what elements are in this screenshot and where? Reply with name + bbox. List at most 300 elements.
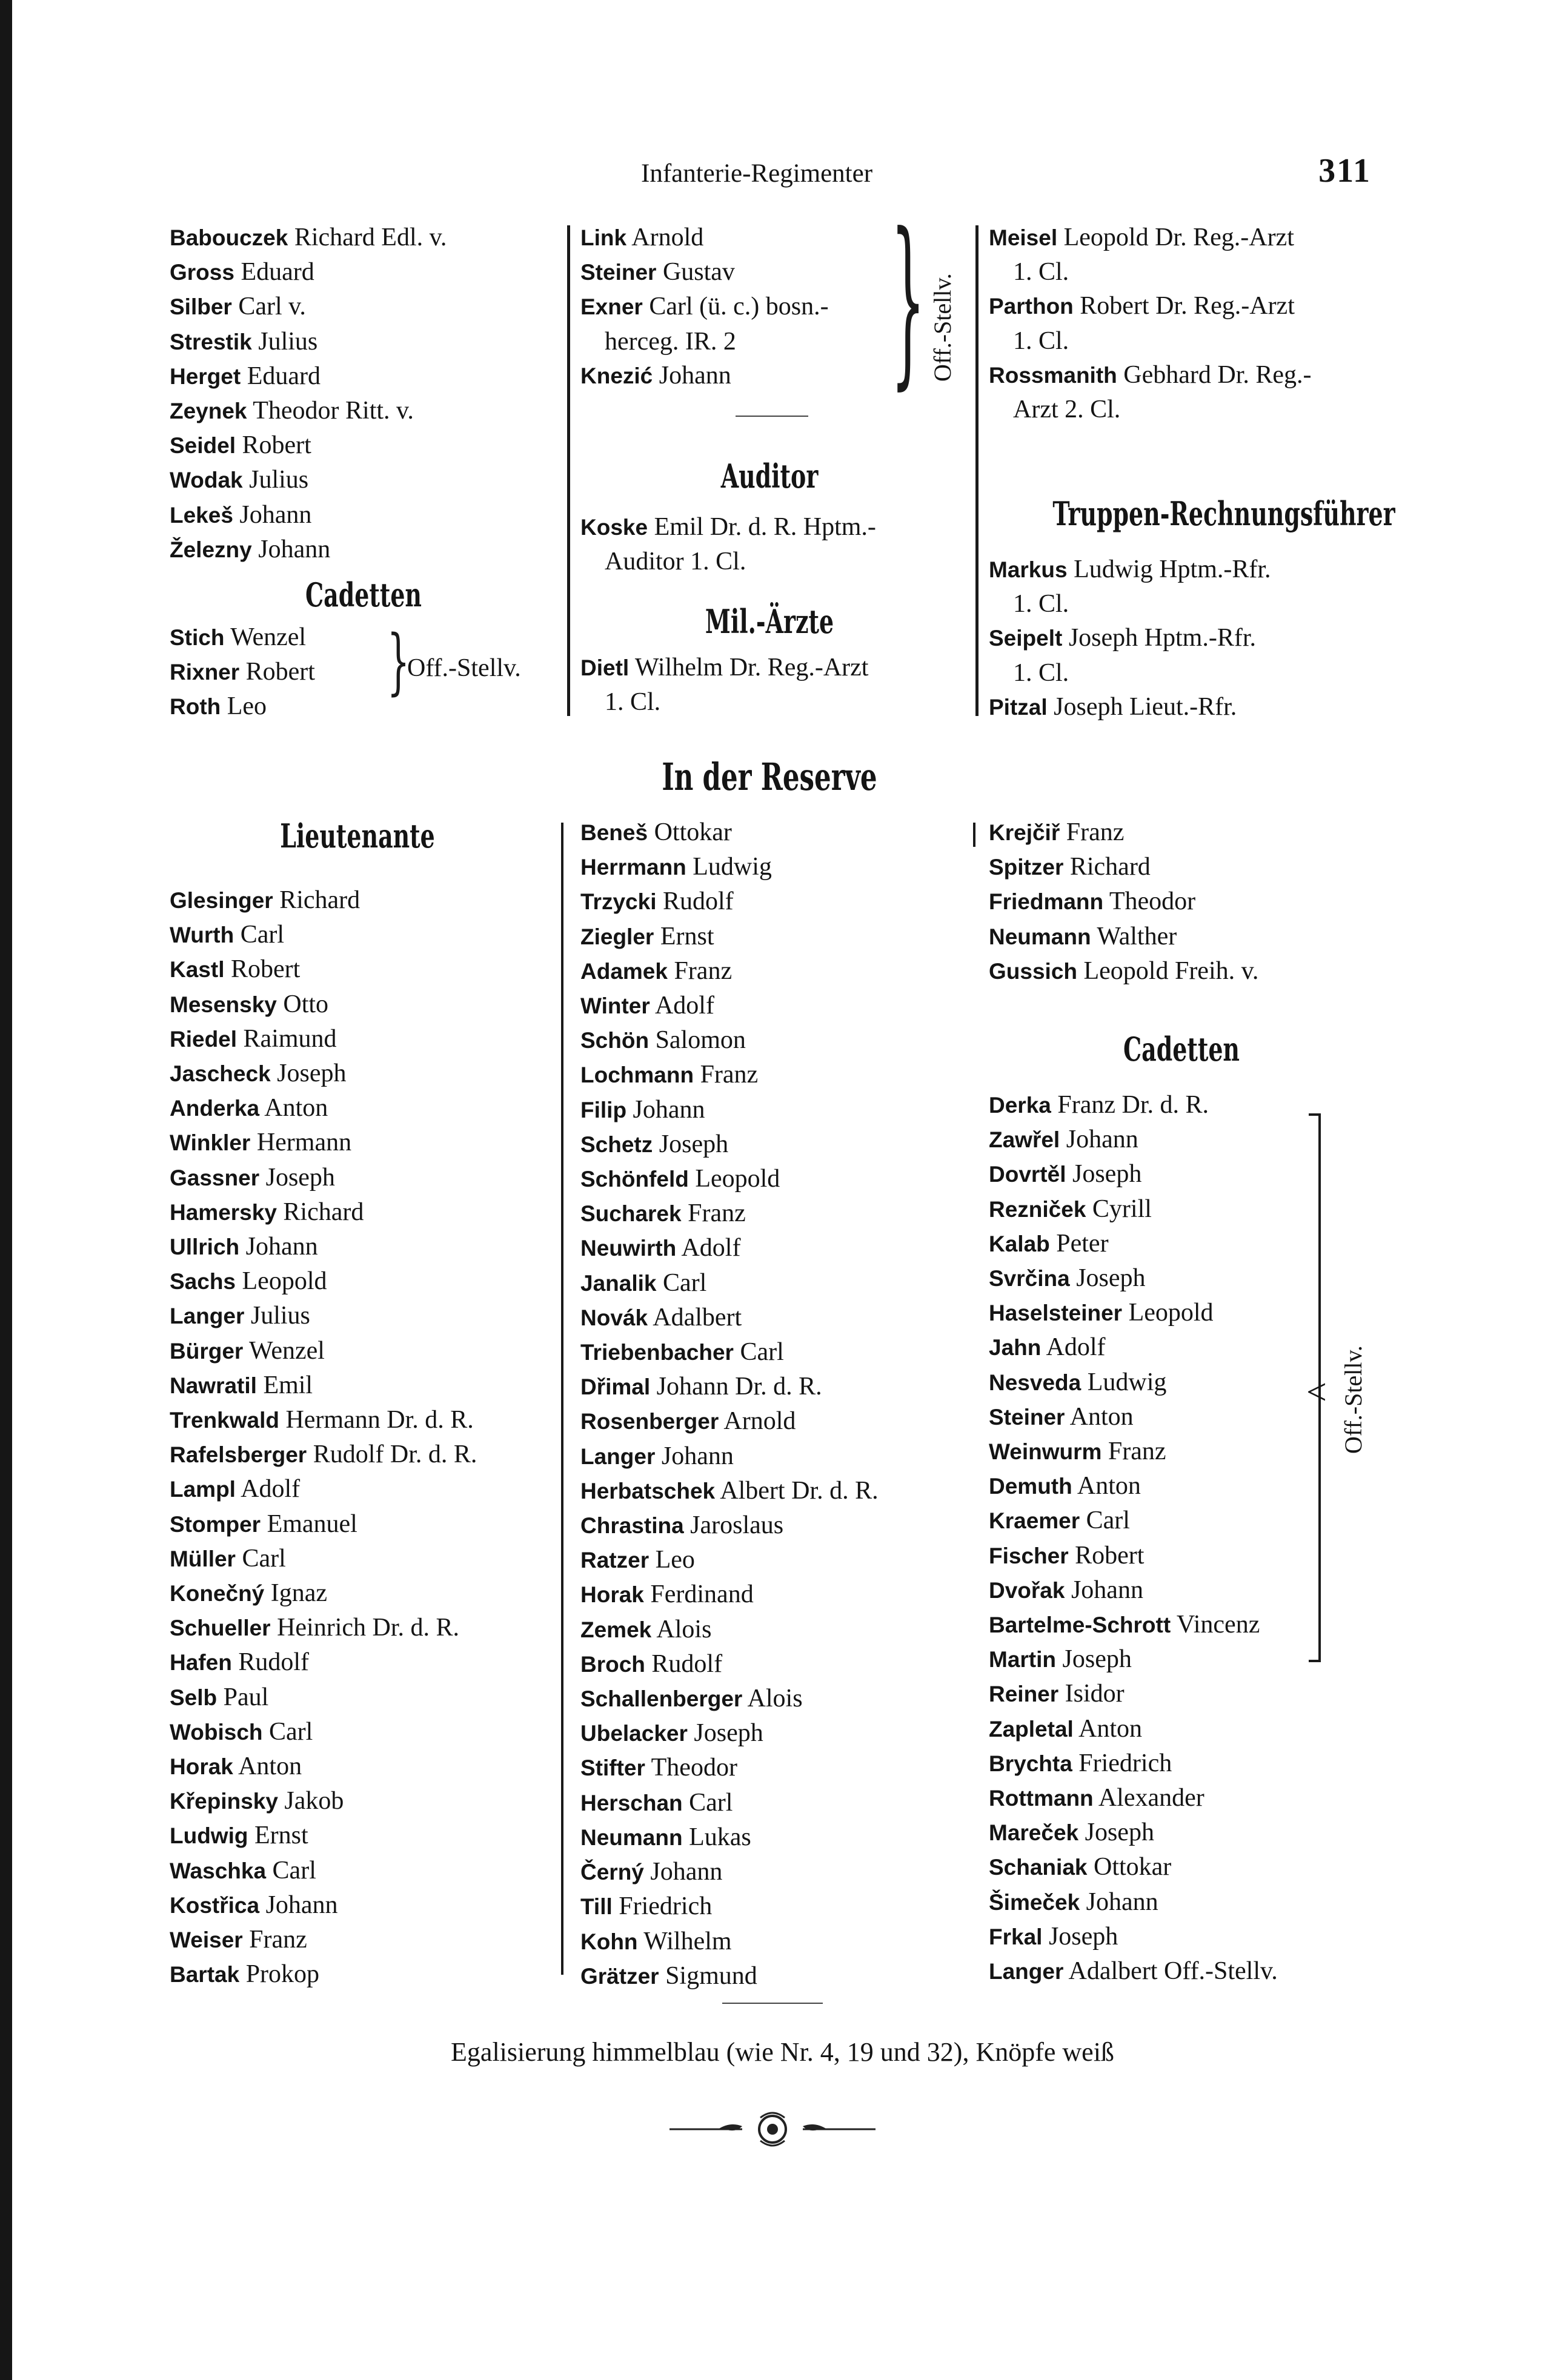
entry-zelezny bbox=[170, 532, 447, 567]
surname: Ratzer bbox=[580, 1548, 650, 1573]
surname: Koske bbox=[580, 515, 648, 540]
surname: Broch bbox=[580, 1651, 645, 1677]
continuation-text: 1. Cl. bbox=[1013, 658, 1069, 687]
cadetten-list-2 bbox=[989, 1088, 1278, 1989]
continuation-text: 1. Cl. bbox=[1013, 590, 1069, 618]
entry-anderka bbox=[170, 1091, 477, 1125]
entry-simecek bbox=[989, 1885, 1278, 1920]
given-name: Alois bbox=[651, 1615, 712, 1643]
surname: Fischer bbox=[989, 1543, 1069, 1568]
entry-langer bbox=[989, 1954, 1278, 1989]
entry-stomper bbox=[170, 1507, 477, 1542]
surname: Mareček bbox=[989, 1820, 1079, 1846]
off-stellv-vertical-note-bottom: Off.-Stellv. bbox=[1340, 1345, 1367, 1454]
given-name: Franz Dr. d. R. bbox=[1051, 1091, 1209, 1119]
surname: Ziegler bbox=[580, 924, 654, 949]
given-name: Carl bbox=[733, 1338, 784, 1367]
given-name: Joseph bbox=[1078, 1818, 1154, 1847]
given-name: Adalbert bbox=[648, 1303, 742, 1331]
entry-frkal bbox=[989, 1920, 1278, 1954]
entry-langer bbox=[170, 1299, 477, 1333]
given-name: Eduard bbox=[241, 362, 321, 390]
surname: Friedmann bbox=[989, 889, 1104, 915]
given-name: Joseph bbox=[653, 1130, 729, 1158]
given-name: Walther bbox=[1091, 922, 1177, 950]
given-name: Robert bbox=[239, 658, 315, 686]
given-name: Leopold Dr. Reg.-Arzt bbox=[1057, 224, 1294, 251]
given-name: Johann bbox=[626, 1095, 705, 1124]
mil-aerzte-list bbox=[580, 651, 868, 719]
given-name: Carl bbox=[1080, 1507, 1130, 1535]
surname: Markus bbox=[989, 557, 1068, 582]
cadetten-heading-2: Cadetten bbox=[1123, 1030, 1240, 1069]
given-name: Franz bbox=[694, 1061, 759, 1089]
given-name: Johann bbox=[239, 1233, 318, 1261]
entry-adamek bbox=[580, 954, 879, 989]
column-rule-left-top bbox=[567, 225, 570, 716]
surname: Bartelme-Schrott bbox=[989, 1613, 1171, 1638]
entry-benes bbox=[580, 815, 879, 850]
entry-herschan bbox=[580, 1786, 879, 1820]
surname: Weiser bbox=[170, 1928, 243, 1953]
entry-rafelsberger bbox=[170, 1437, 477, 1472]
entry-continuation bbox=[989, 656, 1271, 690]
entry-ubelacker bbox=[580, 1716, 879, 1751]
lieutenante-heading: Lieutenante bbox=[280, 817, 435, 855]
surname: Trenkwald bbox=[170, 1408, 279, 1433]
surname: Zemek bbox=[580, 1617, 652, 1642]
surname: Rottmann bbox=[989, 1786, 1094, 1811]
entry-sucharek bbox=[580, 1196, 879, 1231]
given-name: Joseph bbox=[1056, 1645, 1132, 1674]
given-name: Carl (ü. c.) bosn.- bbox=[642, 293, 829, 321]
entry-ratzer bbox=[580, 1543, 879, 1577]
surname: Frkal bbox=[989, 1924, 1043, 1949]
entry-friedmann bbox=[989, 884, 1258, 919]
entry-pitzal bbox=[989, 690, 1271, 724]
entry-reiner bbox=[989, 1677, 1278, 1711]
given-name: Franz bbox=[242, 1926, 307, 1954]
entry-glesinger bbox=[170, 883, 477, 918]
given-name: Robert bbox=[224, 955, 301, 984]
lieutenante-column-1 bbox=[170, 883, 477, 1992]
surname: Winkler bbox=[170, 1130, 251, 1156]
given-name: Arnold bbox=[626, 224, 704, 251]
given-name: Franz bbox=[1101, 1437, 1166, 1466]
given-name: Paul bbox=[217, 1683, 269, 1711]
lieutenante-column-2 bbox=[580, 815, 879, 1994]
continuation-text: 1. Cl. bbox=[605, 688, 661, 717]
given-name: Anton bbox=[1072, 1472, 1141, 1500]
entry-krepinsky bbox=[170, 1784, 477, 1818]
entry-jahn bbox=[989, 1330, 1278, 1365]
surname: Rosenberger bbox=[580, 1409, 719, 1434]
surname: Selb bbox=[170, 1685, 218, 1710]
given-name: Sigmund bbox=[659, 1961, 757, 1990]
surname: Roth bbox=[170, 694, 221, 720]
given-name: Emil bbox=[256, 1371, 313, 1399]
given-name: Robert bbox=[1068, 1541, 1145, 1570]
given-name: Heinrich Dr. d. R. bbox=[270, 1614, 460, 1642]
given-name: Adolf bbox=[650, 992, 714, 1020]
cadetten-bracket-point: < bbox=[1306, 1372, 1327, 1412]
given-name: Johann bbox=[1060, 1125, 1138, 1154]
entry-wurth bbox=[170, 918, 477, 952]
entry-schaniak bbox=[989, 1850, 1278, 1884]
cadetten-list-1 bbox=[170, 620, 315, 724]
given-name: Ludwig bbox=[1081, 1368, 1167, 1396]
given-name: Rudolf Dr. d. R. bbox=[307, 1440, 477, 1469]
truppen-rechnungsfuehrer-list bbox=[989, 552, 1271, 724]
entry-nawratil bbox=[170, 1368, 477, 1403]
surname: Steiner bbox=[989, 1404, 1065, 1430]
surname: Herschan bbox=[580, 1790, 683, 1815]
surname: Adamek bbox=[580, 958, 668, 984]
surname: Dřimal bbox=[580, 1374, 651, 1400]
entry-drimal bbox=[580, 1370, 879, 1404]
given-name: Carl bbox=[682, 1788, 733, 1817]
surname: Waschka bbox=[170, 1858, 267, 1883]
column-3-top-list bbox=[989, 220, 1312, 426]
surname: Wurth bbox=[170, 923, 234, 948]
entry-sachs bbox=[170, 1264, 477, 1299]
surname: Šimeček bbox=[989, 1889, 1080, 1915]
entry-schallenberger bbox=[580, 1682, 879, 1716]
entry-seipelt bbox=[989, 621, 1271, 655]
entry-zawrel bbox=[989, 1122, 1278, 1157]
surname: Novák bbox=[580, 1305, 648, 1330]
entry-riedel bbox=[170, 1022, 477, 1056]
running-header: Infanterie-Regimenter bbox=[641, 159, 873, 188]
column-rule-right-top bbox=[975, 225, 979, 716]
surname: Nawratil bbox=[170, 1373, 257, 1398]
surname: Lampl bbox=[170, 1477, 236, 1502]
entry-triebenbacher bbox=[580, 1335, 879, 1370]
off-stellv-vertical-note-top: Off.-Stellv. bbox=[929, 273, 956, 382]
entry-bartak bbox=[170, 1957, 477, 1992]
surname: Parthon bbox=[989, 294, 1074, 319]
given-name: Johann bbox=[655, 1442, 734, 1470]
given-name: Isidor bbox=[1058, 1680, 1125, 1708]
surname: Zawřel bbox=[989, 1127, 1060, 1153]
surname: Seidel bbox=[170, 433, 236, 459]
surname: Langer bbox=[170, 1304, 245, 1329]
entry-continuation bbox=[989, 587, 1271, 621]
entry-lekes bbox=[170, 498, 447, 532]
entry-ludwig bbox=[170, 1818, 477, 1853]
given-name: Albert Dr. d. R. bbox=[715, 1476, 879, 1505]
given-name: Theodor Ritt. v. bbox=[247, 397, 414, 425]
surname: Horak bbox=[170, 1754, 233, 1780]
given-name: Richard Edl. v. bbox=[288, 224, 447, 251]
brace-cadetten-1: } bbox=[387, 619, 410, 703]
given-name: Robert bbox=[236, 431, 311, 460]
surname: Dvořak bbox=[989, 1577, 1065, 1603]
entry-strestik bbox=[170, 325, 447, 359]
given-name: Ferdinand bbox=[643, 1580, 754, 1609]
given-name: Arnold bbox=[719, 1407, 796, 1436]
entry-neuwirth bbox=[580, 1231, 879, 1265]
surname: Strestik bbox=[170, 329, 252, 354]
entry-zeynek bbox=[170, 394, 447, 428]
lieutenante-column-3 bbox=[989, 815, 1258, 989]
entry-marecek bbox=[989, 1815, 1278, 1850]
entry-herget bbox=[170, 359, 447, 394]
surname: Sachs bbox=[170, 1269, 236, 1294]
entry-kastl bbox=[170, 952, 477, 987]
entry-koske bbox=[580, 510, 876, 545]
given-name: Leo bbox=[649, 1546, 695, 1574]
given-name: Raimund bbox=[237, 1024, 337, 1053]
given-name: Johann bbox=[233, 500, 312, 529]
auditor-heading: Auditor bbox=[720, 457, 819, 496]
entry-lochmann bbox=[580, 1058, 879, 1092]
surname: Dietl bbox=[580, 655, 630, 680]
given-name: Anton bbox=[259, 1094, 328, 1122]
given-name: Carl bbox=[262, 1717, 313, 1746]
given-name: Ernst bbox=[654, 922, 714, 950]
surname: Martin bbox=[989, 1647, 1056, 1672]
given-name: Peter bbox=[1049, 1229, 1109, 1258]
entry-cerny bbox=[580, 1855, 879, 1889]
entry-nesveda bbox=[989, 1365, 1278, 1400]
entry-konecny bbox=[170, 1576, 477, 1611]
entry-continuation bbox=[580, 545, 876, 578]
given-name: Joseph bbox=[1069, 1264, 1146, 1293]
given-name: Friedrich bbox=[612, 1892, 713, 1921]
entry-continuation bbox=[580, 325, 829, 359]
entry-weinwurm bbox=[989, 1434, 1278, 1469]
surname: Schön bbox=[580, 1028, 650, 1053]
surname: Mesensky bbox=[170, 992, 277, 1017]
surname: Beneš bbox=[580, 820, 648, 845]
surname: Schallenberger bbox=[580, 1686, 743, 1712]
entry-continuation bbox=[989, 393, 1312, 426]
entry-broch bbox=[580, 1647, 879, 1682]
surname: Křepinsky bbox=[170, 1789, 278, 1814]
continuation-text: herceg. IR. 2 bbox=[605, 327, 736, 356]
surname: Bürger bbox=[170, 1338, 244, 1364]
entry-weiser bbox=[170, 1923, 477, 1957]
entry-muller bbox=[170, 1542, 477, 1576]
entry-winkler bbox=[170, 1125, 477, 1160]
entry-horak bbox=[170, 1749, 477, 1784]
entry-continuation bbox=[989, 255, 1312, 289]
entry-kalab bbox=[989, 1227, 1278, 1261]
given-name: Joseph bbox=[259, 1163, 335, 1192]
surname: Anderka bbox=[170, 1096, 260, 1121]
entry-krejcir bbox=[989, 815, 1258, 850]
surname: Hafen bbox=[170, 1650, 232, 1676]
given-name: Hermann Dr. d. R. bbox=[279, 1406, 474, 1434]
surname: Riedel bbox=[170, 1026, 238, 1052]
surname: Jahn bbox=[989, 1335, 1042, 1361]
entry-derka bbox=[989, 1088, 1278, 1122]
entry-kostrica bbox=[170, 1888, 477, 1923]
given-name: Franz bbox=[667, 956, 733, 985]
given-name: Johann bbox=[259, 1891, 338, 1919]
surname: Rafelsberger bbox=[170, 1442, 307, 1468]
surname: Pitzal bbox=[989, 694, 1048, 720]
given-name: Anton bbox=[233, 1752, 302, 1781]
given-name: Julius bbox=[244, 1302, 310, 1330]
given-name: Hermann bbox=[250, 1129, 352, 1157]
entry-schueller bbox=[170, 1611, 477, 1645]
given-name: Adolf bbox=[1041, 1333, 1106, 1362]
surname: Herget bbox=[170, 363, 241, 389]
entry-janalik bbox=[580, 1266, 879, 1301]
given-name: Rudolf bbox=[656, 887, 734, 916]
surname: Stomper bbox=[170, 1511, 261, 1537]
surname: Kalab bbox=[989, 1231, 1050, 1256]
given-name: Julius bbox=[251, 327, 318, 356]
entry-gussich bbox=[989, 954, 1258, 989]
given-name: Joseph bbox=[270, 1059, 347, 1088]
cadetten-bracket-bottom bbox=[1309, 1660, 1321, 1662]
entry-continuation bbox=[989, 324, 1312, 358]
entry-trzycki bbox=[580, 884, 879, 919]
surname: Brychta bbox=[989, 1751, 1072, 1776]
cadetten-heading-1: Cadetten bbox=[305, 575, 422, 614]
short-rule-bottom bbox=[722, 2003, 823, 2004]
continuation-text: 1. Cl. bbox=[1013, 327, 1069, 355]
entry-bartelme-schrott bbox=[989, 1608, 1278, 1642]
given-name: Adalbert Off.-Stellv. bbox=[1063, 1957, 1278, 1986]
entry-gratzer bbox=[580, 1959, 879, 1994]
given-name: Joseph Lieut.-Rfr. bbox=[1047, 692, 1237, 721]
entry-wobisch bbox=[170, 1715, 477, 1749]
continuation-text: Arzt 2. Cl. bbox=[1013, 396, 1121, 424]
surname: Kraemer bbox=[989, 1508, 1080, 1534]
entry-novak bbox=[580, 1301, 879, 1335]
given-name: Johann bbox=[643, 1858, 723, 1886]
given-name: Franz bbox=[681, 1199, 746, 1228]
surname: Glesinger bbox=[170, 888, 273, 913]
surname: Spitzer bbox=[989, 855, 1064, 880]
entry-reznicek bbox=[989, 1192, 1278, 1227]
column-2-top-list bbox=[580, 220, 829, 393]
given-name: Lukas bbox=[682, 1823, 751, 1851]
cadetten-bracket-top bbox=[1309, 1113, 1321, 1116]
entry-ullrich bbox=[170, 1230, 477, 1264]
entry-silber bbox=[170, 290, 447, 324]
given-name: Leo bbox=[221, 692, 267, 721]
surname: Demuth bbox=[989, 1474, 1072, 1499]
given-name: Theodor bbox=[1103, 887, 1196, 916]
entry-continuation bbox=[580, 685, 868, 719]
given-name: Alexander bbox=[1093, 1784, 1204, 1812]
given-name: Johann bbox=[251, 535, 331, 563]
surname: Lekeš bbox=[170, 502, 233, 528]
entry-link bbox=[580, 220, 829, 255]
entry-stich bbox=[170, 620, 315, 655]
surname: Janalik bbox=[580, 1270, 657, 1296]
entry-horak bbox=[580, 1577, 879, 1612]
surname: Svrčina bbox=[989, 1266, 1070, 1291]
given-name: Rudolf bbox=[231, 1648, 309, 1677]
entry-seidel bbox=[170, 428, 447, 463]
given-name: Johann Dr. d. R. bbox=[650, 1373, 822, 1401]
given-name: Anton bbox=[1065, 1402, 1134, 1431]
entry-spitzer bbox=[989, 850, 1258, 884]
surname: Neuwirth bbox=[580, 1236, 677, 1261]
entry-gassner bbox=[170, 1161, 477, 1195]
surname: Jascheck bbox=[170, 1061, 271, 1087]
surname: Neumann bbox=[580, 1825, 683, 1850]
surname: Filip bbox=[580, 1097, 627, 1122]
surname: Neumann bbox=[989, 924, 1091, 949]
continuation-text: 1. Cl. bbox=[1013, 258, 1069, 287]
surname: Sucharek bbox=[580, 1201, 682, 1227]
given-name: Johann bbox=[1065, 1576, 1143, 1604]
entry-lampl bbox=[170, 1472, 477, 1507]
given-name: Rudolf bbox=[645, 1649, 723, 1678]
column-rule-right-bottom bbox=[973, 823, 975, 847]
given-name: Joseph Hptm.-Rfr. bbox=[1062, 624, 1256, 652]
given-name: Gebhard Dr. Reg.- bbox=[1117, 360, 1312, 389]
given-name: Wilhelm bbox=[637, 1927, 732, 1955]
surname: Schetz bbox=[580, 1132, 653, 1157]
given-name: Robert Dr. Reg.-Arzt bbox=[1073, 292, 1295, 320]
entry-zemek bbox=[580, 1613, 879, 1647]
given-name: Julius bbox=[242, 466, 309, 494]
given-name: Joseph bbox=[1066, 1160, 1142, 1188]
entry-dovrtel bbox=[989, 1157, 1278, 1192]
entry-svrcina bbox=[989, 1261, 1278, 1296]
given-name: Otto bbox=[276, 990, 329, 1018]
column-rule-left-bottom bbox=[561, 823, 563, 1975]
surname: Bartak bbox=[170, 1962, 240, 1987]
given-name: Ludwig bbox=[686, 853, 772, 881]
surname: Kastl bbox=[170, 957, 225, 983]
entry-dvorak bbox=[989, 1573, 1278, 1608]
short-rule-col2 bbox=[736, 416, 808, 417]
entry-filip bbox=[580, 1093, 879, 1127]
given-name: Wilhelm Dr. Reg.-Arzt bbox=[629, 654, 869, 681]
entry-langer bbox=[580, 1439, 879, 1474]
given-name: Franz bbox=[1060, 818, 1125, 846]
surname: Krejčiř bbox=[989, 820, 1060, 845]
entry-mesensky bbox=[170, 987, 477, 1022]
surname: Schueller bbox=[170, 1616, 271, 1641]
given-name: Wenzel bbox=[224, 623, 307, 651]
given-name: Carl bbox=[266, 1856, 316, 1884]
mil-aerzte-heading: Mil.-Ärzte bbox=[705, 602, 834, 641]
given-name: Eduard bbox=[234, 258, 314, 287]
surname: Nesveda bbox=[989, 1370, 1082, 1395]
entry-ziegler bbox=[580, 920, 879, 954]
entry-schetz bbox=[580, 1127, 879, 1162]
given-name: Richard bbox=[1063, 853, 1151, 881]
surname: Horak bbox=[580, 1582, 644, 1608]
surname: Stich bbox=[170, 625, 225, 650]
given-name: Leopold bbox=[688, 1165, 780, 1193]
given-name: Emil Dr. d. R. Hptm.- bbox=[648, 513, 876, 541]
entry-wodak bbox=[170, 463, 447, 497]
given-name: Leopold bbox=[1122, 1299, 1214, 1327]
entry-rixner bbox=[170, 655, 315, 689]
column-1-top-list bbox=[170, 220, 447, 567]
given-name: Leopold Freih. v. bbox=[1077, 956, 1259, 985]
entry-hamersky bbox=[170, 1195, 477, 1230]
given-name: Anton bbox=[1073, 1714, 1143, 1743]
surname: Meisel bbox=[989, 225, 1058, 250]
entry-herrmann bbox=[580, 850, 879, 884]
entry-haselsteiner bbox=[989, 1296, 1278, 1330]
truppen-rechnungsfuehrer-heading: Truppen-Rechnungsführer bbox=[1052, 494, 1395, 533]
surname: Weinwurm bbox=[989, 1439, 1102, 1465]
entry-zapletal bbox=[989, 1712, 1278, 1746]
